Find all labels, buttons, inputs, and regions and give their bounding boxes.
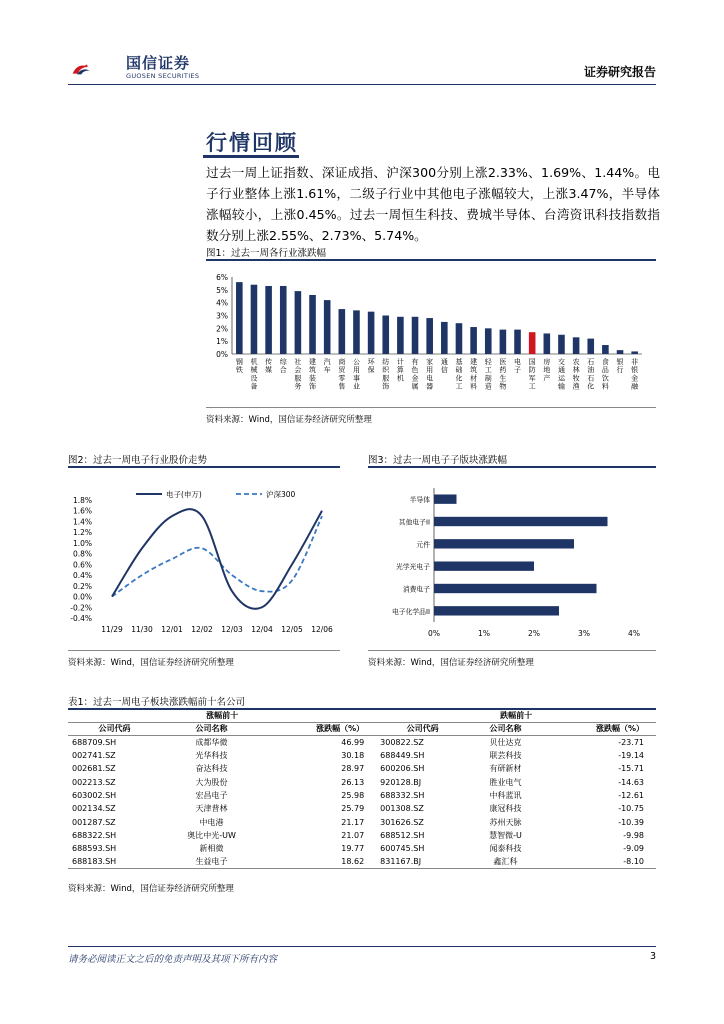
table-cell: 002741.SZ (72, 751, 116, 761)
table-cell: 19.77 (341, 844, 365, 854)
bar (434, 606, 559, 615)
group-header-down: 跌幅前十 (376, 709, 656, 722)
figure1-caption: 图1：过去一周各行业涨跌幅 (206, 248, 327, 259)
table-cell: 胜业电气 (489, 777, 522, 787)
x-tick-label: 家用电器 (426, 358, 434, 391)
x-tick-label: 机械设备 (250, 358, 258, 391)
table-cell: 688322.SH (72, 830, 117, 840)
bar (514, 330, 521, 354)
y-tick-label: 消费电子 (402, 585, 430, 594)
table-cell: 301626.SZ (380, 817, 424, 827)
page-number: 3 (649, 951, 656, 962)
group-header-up: 涨幅前十 (68, 709, 376, 722)
bar (339, 309, 346, 354)
y-tick-label: 半导体 (409, 496, 430, 505)
table-source: 资料来源：Wind，国信证券经济研究所整理 (68, 884, 234, 894)
table-cell: -10.39 (618, 817, 644, 827)
bar (382, 316, 389, 355)
table-cell: 26.13 (341, 777, 365, 787)
bar (353, 310, 360, 354)
figure3-bottom-rule (368, 650, 656, 651)
table-cell: -9.98 (623, 830, 644, 840)
x-tick-label: 社会服务 (294, 358, 302, 391)
bar (529, 332, 536, 354)
bar (426, 318, 433, 354)
y-tick-label: 2% (216, 324, 228, 334)
table-row (68, 842, 656, 855)
table-cell: 002213.SZ (72, 777, 116, 787)
bar (280, 286, 287, 354)
figure1-bottom-rule (206, 407, 656, 408)
table-cell: 920128.BJ (380, 777, 422, 787)
x-tick-label: 房地产 (543, 358, 551, 383)
bar (470, 327, 477, 354)
x-tick-label: 12/01 (161, 625, 183, 634)
x-tick-label: 国防军工 (528, 358, 536, 391)
y-tick-label: 0% (216, 350, 228, 359)
section-title: 行情回顾 (206, 131, 298, 155)
figure1-top-rule (206, 259, 656, 261)
figure3-source: 资料来源：Wind，国信证券经济研究所整理 (368, 658, 534, 668)
bar (587, 339, 594, 354)
company-name-en: GUOSEN SECURITIES (126, 72, 200, 80)
table-row (68, 815, 656, 828)
bar (602, 345, 609, 354)
y-tick-label: 1.4% (72, 517, 92, 527)
table-cell: -14.63 (618, 777, 644, 787)
y-tick-label: 其他电子II (398, 518, 430, 527)
y-tick-label: 1.6% (72, 506, 92, 516)
figure3-caption: 图3：过去一周电子子版块涨跌幅 (368, 455, 508, 466)
section-title-underline (203, 155, 299, 158)
y-tick-label: 0.4% (72, 571, 92, 581)
x-tick-label: 汽车 (323, 358, 331, 375)
bar (500, 330, 507, 354)
x-tick-label: 通信 (440, 358, 448, 375)
bar (309, 295, 316, 354)
table-cell: 688449.SH (380, 751, 425, 761)
table-cell: 奋达科技 (195, 764, 228, 774)
x-tick-label: 12/05 (281, 625, 303, 634)
table-cell: 300822.SZ (380, 737, 424, 747)
table-cell: -8.10 (542, 855, 656, 868)
bar (573, 337, 580, 354)
figure2-bottom-rule (68, 650, 340, 651)
table-cell: 28.97 (341, 764, 365, 774)
table-cell: 001287.SZ (72, 817, 116, 827)
x-tick-label: 建筑材料 (470, 358, 478, 391)
x-tick-label: 交通运输 (557, 358, 565, 391)
table-cell: 慧智微-U (489, 830, 522, 840)
table-cell: 中电港 (199, 817, 224, 827)
table-cell: 贝仕达克 (489, 737, 522, 747)
x-tick-label: 电子 (514, 358, 522, 375)
y-tick-label: 1.8% (72, 496, 92, 505)
figure3-top-rule (368, 466, 656, 468)
table-cell: 600206.SH (380, 764, 425, 774)
x-tick-label: 钢铁 (235, 358, 243, 375)
x-tick-label: 3% (578, 629, 590, 638)
table-cell: 宏昌电子 (195, 790, 228, 800)
bar (631, 351, 638, 354)
bar (397, 317, 404, 354)
table-cell: 603002.SH (72, 790, 117, 800)
bar (558, 335, 565, 354)
y-tick-label: 1% (216, 337, 228, 347)
x-tick-label: 纺织服饰 (382, 358, 390, 391)
y-tick-label: -0.4% (70, 614, 92, 623)
table-cell: 21.07 (341, 830, 365, 840)
bar (434, 561, 534, 570)
x-tick-label: 有色金属 (411, 358, 419, 391)
bar (456, 323, 463, 354)
table-cell: 天津普林 (195, 804, 228, 814)
bar (265, 286, 272, 354)
table-cell: 688593.SH (72, 844, 117, 854)
bar (485, 328, 492, 354)
bar (434, 539, 574, 548)
table-cell: 中科蓝讯 (489, 790, 522, 800)
x-tick-label: 11/29 (101, 625, 123, 634)
bar (324, 300, 331, 354)
x-tick-label: 12/02 (191, 625, 213, 634)
table-cell: 600745.SH (380, 844, 425, 854)
table-row (68, 802, 656, 815)
x-tick-label: 传媒 (265, 358, 273, 375)
y-tick-label: 1.2% (72, 528, 92, 538)
table-cell: 001308.SZ (380, 804, 424, 814)
x-tick-label: 轻工制造 (484, 358, 492, 391)
table-row (68, 775, 656, 788)
x-tick-label: 银行 (616, 358, 624, 375)
table-cell: 25.98 (341, 790, 365, 800)
x-tick-label: 非银金融 (631, 358, 639, 391)
table-cell: 002134.SZ (72, 804, 116, 814)
table-cell: 831167.BJ (376, 855, 469, 868)
series-line-hs300 (112, 516, 322, 596)
table-cell: 大为股份 (195, 777, 228, 787)
table-cell: 18.62 (262, 855, 376, 868)
bar (368, 312, 375, 354)
x-tick-label: 12/04 (251, 625, 273, 634)
bar (617, 350, 624, 354)
table-cell: 新相微 (199, 844, 224, 854)
y-tick-label: 电子化学品II (392, 607, 430, 616)
y-tick-label: 3% (216, 311, 228, 321)
x-tick-label: 基础化工 (455, 358, 463, 391)
figure2-caption: 图2：过去一周电子行业股价走势 (68, 455, 208, 466)
column-header: 公司名称 (469, 722, 542, 735)
x-tick-label: 4% (628, 629, 640, 638)
bar (295, 291, 302, 354)
header-divider (68, 84, 656, 85)
table-caption: 表1：过去一周电子板块涨跌幅前十名公司 (68, 697, 246, 708)
footer-divider (68, 946, 656, 947)
table-cell: 688512.SH (380, 830, 425, 840)
x-tick-label: 商贸零售 (338, 358, 346, 391)
x-tick-label: 0% (428, 629, 440, 638)
table-cell: 苏州天脉 (489, 817, 522, 827)
x-tick-label: 环保 (367, 358, 375, 375)
x-tick-label: 计算机 (396, 358, 404, 383)
x-tick-label: 农林牧渔 (572, 358, 580, 391)
price-trend-chart (68, 478, 340, 648)
bar (434, 517, 608, 526)
y-tick-label: 6% (216, 273, 228, 282)
column-header: 公司代码 (68, 722, 161, 735)
table-row (68, 789, 656, 802)
table-cell: -19.14 (618, 751, 644, 761)
table-cell: 奥比中光-UW (187, 830, 236, 840)
table-cell: 002681.SZ (72, 764, 116, 774)
table-cell: 联芸科技 (489, 751, 522, 761)
y-tick-label: 5% (216, 285, 228, 295)
x-tick-label: 12/03 (221, 625, 243, 634)
column-header: 涨跌幅（%） (262, 722, 376, 735)
bar (412, 317, 419, 354)
column-header: 涨跌幅（%） (542, 722, 656, 735)
y-tick-label: 0.2% (72, 581, 92, 591)
table-cell: -10.75 (618, 804, 644, 814)
y-tick-label: 0.6% (72, 560, 92, 570)
table-cell: -9.09 (623, 844, 644, 854)
y-tick-label: -0.2% (70, 603, 92, 613)
table-cell: 25.79 (341, 804, 365, 814)
page-header (0, 0, 724, 90)
table-cell: 688332.SH (380, 790, 425, 800)
x-tick-label: 医药生物 (499, 358, 507, 391)
table-cell: 688709.SH (72, 737, 117, 747)
x-tick-label: 食品饮料 (601, 358, 609, 391)
x-tick-label: 建筑装饰 (309, 358, 317, 391)
industry-bar-chart (206, 265, 656, 405)
x-tick-label: 公用事业 (352, 358, 360, 391)
x-tick-label: 1% (478, 629, 490, 638)
table-cell: 30.18 (341, 751, 365, 761)
table-cell: 生益电子 (161, 855, 262, 868)
table-cell: 46.99 (341, 737, 365, 747)
table-cell: -23.71 (618, 737, 644, 747)
legend-label: 沪深300 (266, 490, 296, 499)
y-tick-label: 0.0% (72, 592, 92, 602)
disclaimer-text: 请务必阅读正文之后的免责声明及其项下所有内容 (68, 954, 278, 965)
figure2-top-rule (68, 466, 340, 468)
bar (236, 282, 243, 354)
table-row (68, 829, 656, 842)
figure1-source: 资料来源：Wind，国信证券经济研究所整理 (206, 415, 372, 425)
x-tick-label: 12/06 (311, 625, 333, 634)
table-cell: 鑫汇科 (469, 855, 542, 868)
bar (441, 322, 448, 354)
table-cell: -15.71 (618, 764, 644, 774)
table-cell: 光华科技 (195, 751, 228, 761)
section-paragraph: 过去一周上证指数、深证成指、沪深300分别上涨2.33%、1.69%、1.44%。电子行业整体上涨1.61%，二级子行业中其他电子涨幅较大，上涨3.47%，半导体涨幅较小，上涨0.45%。过去一周恒生科技、费城半导体、台湾资讯科技指数指数分别上涨2.55%、2.73%、5.74%。 (206, 165, 660, 243)
table-cell: 成都华微 (195, 737, 228, 747)
bar (434, 584, 597, 593)
table-cell: -12.61 (618, 790, 644, 800)
y-tick-label: 1.0% (72, 538, 92, 548)
legend-label: 电子(申万) (166, 490, 202, 499)
column-header: 公司代码 (376, 722, 469, 735)
table-cell: 688183.SH (68, 855, 161, 868)
table-row (68, 855, 656, 868)
table-row (68, 749, 656, 762)
x-tick-label: 11/30 (131, 625, 153, 634)
guosen-logo (72, 52, 126, 86)
table-cell: 21.17 (341, 817, 365, 827)
bar (544, 333, 551, 354)
report-type: 证券研究报告 (583, 65, 656, 79)
y-tick-label: 0.8% (72, 549, 92, 559)
table-row (68, 762, 656, 775)
figure2-source: 资料来源：Wind，国信证券经济研究所整理 (68, 658, 234, 668)
column-header: 公司名称 (161, 722, 262, 735)
table-cell: 闻泰科技 (489, 844, 522, 854)
y-tick-label: 光学光电子 (396, 563, 430, 572)
x-tick-label: 2% (528, 629, 540, 638)
subsector-bar-chart (368, 478, 656, 648)
bar (251, 285, 258, 354)
top-movers-table (68, 709, 656, 869)
y-tick-label: 4% (216, 298, 228, 308)
x-tick-label: 综合 (279, 358, 287, 375)
bar (434, 494, 457, 503)
table-row (68, 736, 656, 749)
table-cell: 康冠科技 (489, 804, 522, 814)
company-name-cn: 国信证券 (126, 54, 191, 72)
y-tick-label: 元件 (416, 540, 430, 549)
x-tick-label: 石油石化 (587, 358, 595, 391)
table-cell: 有研新材 (489, 764, 522, 774)
